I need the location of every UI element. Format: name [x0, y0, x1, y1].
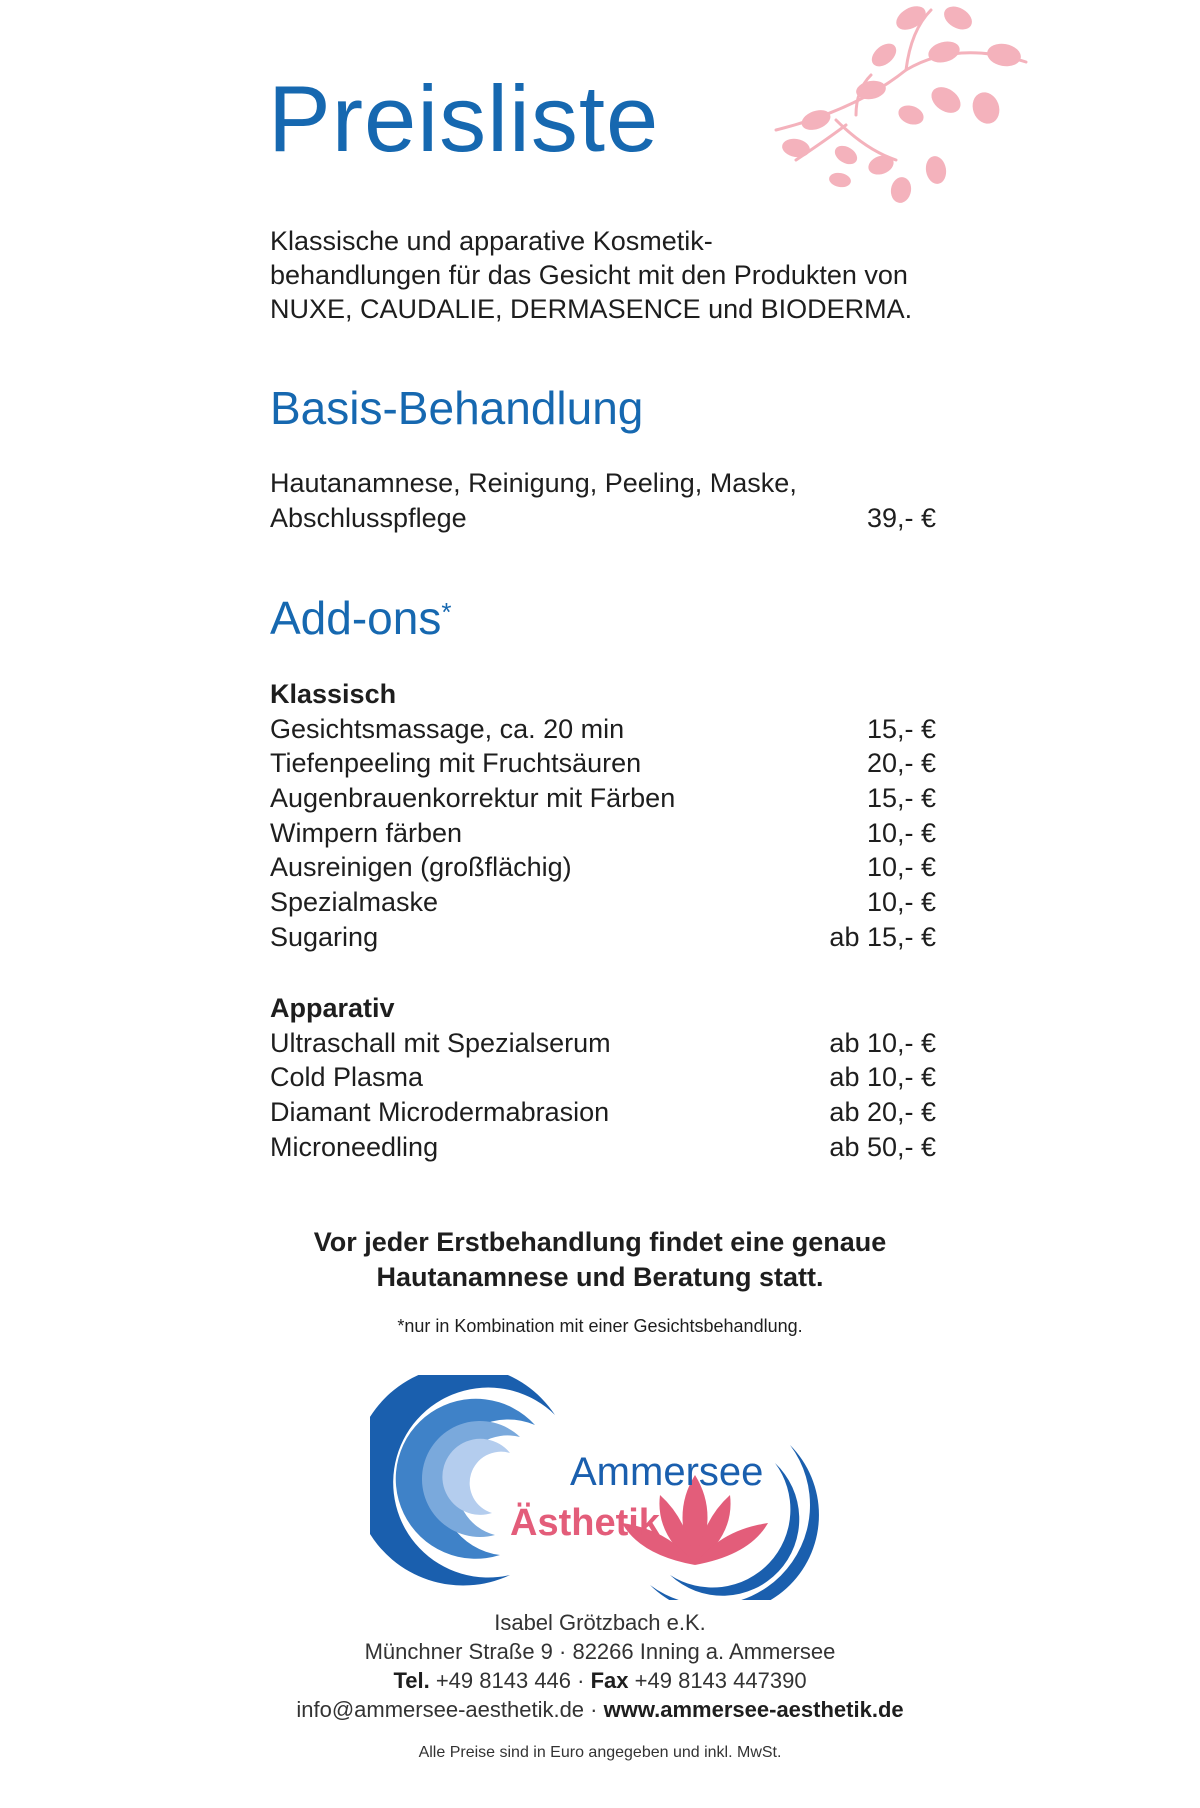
logo-word-aesthetik: Ästhetik — [510, 1502, 660, 1544]
company-name: Isabel Grötzbach e.K. — [494, 1610, 706, 1635]
addons-heading-text: Add-ons — [270, 592, 442, 644]
item-name: Spezialmaske — [270, 887, 439, 918]
contact-block — [0, 1608, 1200, 1724]
price-row — [270, 746, 936, 781]
item-price: 10,- € — [866, 817, 936, 848]
basis-description-line: Abschlusspflege — [270, 502, 467, 533]
price-row — [270, 885, 936, 920]
footnote: *nur in Kombination mit einer Gesichtsbehandlung. — [397, 1316, 803, 1336]
addons-heading — [270, 592, 452, 644]
apparativ-title: Apparativ — [270, 993, 395, 1023]
price-row — [270, 1095, 936, 1130]
page-title: Preisliste — [268, 66, 660, 171]
klassisch-title: Klassisch — [270, 679, 397, 709]
logo-word-ammersee: Ammersee — [570, 1450, 764, 1494]
prices-note: Alle Preise sind in Euro angegeben und inkl. MwSt. — [418, 1744, 782, 1761]
basis-price: 39,- € — [866, 502, 936, 533]
item-price: ab 50,- € — [829, 1131, 936, 1162]
price-row — [270, 920, 936, 955]
item-name: Microneedling — [270, 1131, 439, 1162]
price-row — [270, 1060, 936, 1095]
basis-heading: Basis-Behandlung — [270, 382, 644, 434]
separator: · — [590, 1697, 598, 1722]
basis-description-line: Hautanamnese, Reinigung, Peeling, Maske, — [270, 468, 797, 498]
item-name: Sugaring — [270, 921, 379, 952]
intro-text — [270, 224, 990, 326]
item-name: Augenbrauenkorrektur mit Färben — [270, 783, 676, 814]
email-link[interactable]: info@ammersee-aesthetik.de — [296, 1697, 585, 1722]
item-price: 20,- € — [866, 748, 936, 779]
address: Münchner Straße 9 · 82266 Inning a. Ammersee — [364, 1639, 836, 1664]
klassisch-group — [270, 677, 936, 955]
intro-line: behandlungen für das Gesicht mit den Produkten von — [270, 260, 908, 290]
intro-line: Klassische und apparative Kosmetik- — [270, 226, 713, 256]
item-price: ab 10,- € — [829, 1027, 936, 1058]
item-name: Cold Plasma — [270, 1062, 424, 1093]
note-line: Vor jeder Erstbehandlung findet eine genaue — [313, 1227, 887, 1257]
addons-asterisk: * — [441, 597, 452, 627]
item-name: Diamant Microdermabrasion — [270, 1097, 610, 1128]
phone-fax-line — [0, 1666, 1200, 1695]
fax-label: Fax — [590, 1668, 629, 1693]
item-price: 15,- € — [866, 783, 936, 814]
price-row — [270, 712, 936, 747]
floral-branch-decoration — [736, 0, 1036, 210]
item-price: ab 20,- € — [829, 1097, 936, 1128]
price-row — [270, 1026, 936, 1061]
item-name: Ultraschall mit Spezialserum — [270, 1027, 611, 1058]
item-price: ab 15,- € — [829, 921, 936, 952]
basis-block — [270, 466, 936, 535]
price-row — [270, 1130, 936, 1165]
item-price: ab 10,- € — [829, 1062, 936, 1093]
intro-line: NUXE, CAUDALIE, DERMASENCE und BIODERMA. — [270, 294, 913, 324]
consultation-note — [0, 1225, 1200, 1295]
item-price: 10,- € — [866, 887, 936, 918]
tel-number: +49 8143 446 — [435, 1668, 572, 1693]
item-price: 15,- € — [866, 713, 936, 744]
fax-number: +49 8143 447390 — [634, 1668, 807, 1693]
price-row — [270, 781, 936, 816]
price-row — [270, 850, 936, 885]
ammersee-aesthetik-logo — [370, 1375, 830, 1600]
apparativ-group — [270, 991, 936, 1164]
item-name: Ausreinigen (großflächig) — [270, 852, 572, 883]
website-link[interactable]: www.ammersee-aesthetik.de — [603, 1697, 904, 1722]
separator: · — [577, 1668, 585, 1693]
item-name: Tiefenpeeling mit Fruchtsäuren — [270, 748, 642, 779]
price-row — [270, 816, 936, 851]
note-line: Hautanamnese und Beratung statt. — [376, 1262, 824, 1292]
tel-label: Tel. — [393, 1668, 430, 1693]
item-name: Wimpern färben — [270, 817, 463, 848]
web-line — [0, 1695, 1200, 1724]
item-name: Gesichtsmassage, ca. 20 min — [270, 713, 625, 744]
item-price: 10,- € — [866, 852, 936, 883]
